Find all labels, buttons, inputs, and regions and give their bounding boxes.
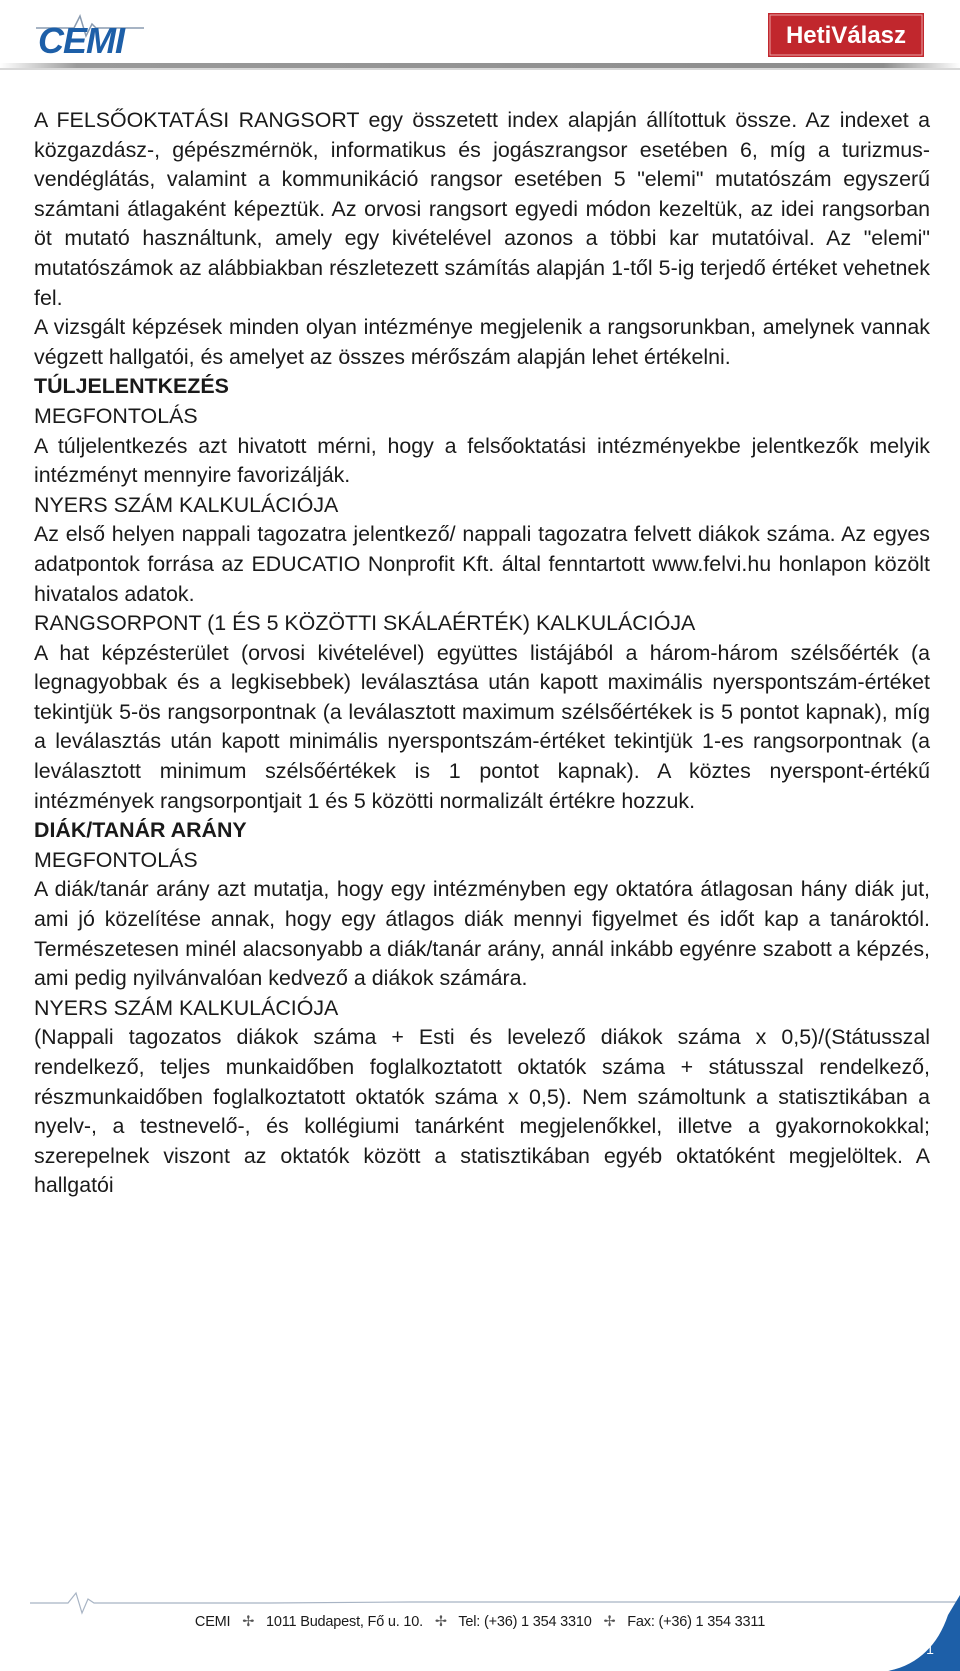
section-title-overapplication: TÚLJELENTKEZÉS (34, 374, 229, 399)
page-number: 1 (926, 1641, 934, 1657)
page-footer (0, 1585, 960, 1671)
cemi-logo (34, 6, 146, 58)
page-corner-wave (878, 1595, 960, 1671)
subheading-consideration-2: MEGFONTOLÁS (34, 847, 198, 872)
raw-calculation-text: Az első helyen nappali tagozatra jelentkező/ nappali tagozatra felvett diákok száma. Az egyes adatpontok forrása az EDUCATIO Nonprofit Kft. által fenntartott www.felvi.hu honlapon közölt hivatalos adatok. (34, 522, 930, 606)
footer-contact (0, 1614, 960, 1630)
footer-separator-icon: ✢ (603, 1614, 616, 1630)
rank-calculation-text: A hat képzésterület (orvosi kivételével) együttes listájából a három-három szélsőérték (a legnagyobbak és a legkisebbek) leválasztása után kapott maximális nyerspontszám-értéket tekintjük 5-ös rangsorpontnak (a leválasztott maximum szélsőértékek is 5 pontot kapnak), míg a leválasztás után kapott minimális nyerspontszám-értéket tekintjük 1-es rangsorpontnak (a leválasztott minimum szélsőértékek is 1 pontot kapnak). A köztes nyerspont-értékű intézmények rangsorpontjait 1 és 5 közötti normalizált értékre hozzuk. (34, 640, 930, 813)
consideration-text-2: A diák/tanár arány azt mutatja, hogy egy intézményben egy oktatóra átlagosan hány diák jut, ami jó közelítése annak, hogy egy átlagos diák mennyi figyelmet és időt kap a tanároktól. Természetesen minél alacsonyabb a diák/tanár arány, annál inkább egyénre szabott a képzés, ami pedig nyilvánvalóan kedvező a diákok számára. (34, 877, 930, 991)
consideration-text: A túljelentkezés azt hivatott mérni, hogy a felsőoktatási intézményekbe jelentkezők melyik intézményt mennyire favorizálják. (34, 433, 930, 488)
footer-address: 1011 Budapest, Fő u. 10. (266, 1614, 423, 1630)
document-body (34, 106, 930, 1201)
header-divider (0, 60, 960, 72)
cemi-logo-text: CEMI (38, 20, 124, 58)
hetivalasz-logo (768, 13, 924, 57)
subheading-raw-calculation: NYERS SZÁM KALKULÁCIÓJA (34, 492, 339, 517)
footer-org: CEMI (194, 1614, 231, 1630)
intro-paragraph-2: A vizsgált képzések minden olyan intézménye megjelenik a rangsorunkban, amelynek vannak végzett hallgatói, és amelyet az összes mérőszám alapján lehet értékelni. (34, 315, 930, 369)
intro-paragraph-1: A FELSŐOKTATÁSI RANGSORT egy összetett index alapján állítottuk össze. Az indexet a közgazdász-, gépészmérnök, informatikus és jogászrangsor esetében 6, míg a turizmus-vendéglátás, valamint a kommunikáció rangsor esetében 5 "elemi" mutatószám egyszerű számtani átlagaként képeztük. Az orvosi rangsort egyedi módon kezeltük, az idei rangsorban öt mutató használtunk, amely egy kivételével azonos a többi kar mutatóival. Az "elemi" mutatószámok az alábbiakban részletezett számítás alapján 1-től 5-ig terjedő értéket vehetnek fel. (34, 108, 930, 310)
footer-fax: Fax: (+36) 1 354 3311 (627, 1614, 766, 1630)
page-header (0, 0, 960, 70)
footer-separator-icon: ✢ (434, 1614, 447, 1630)
subheading-consideration: MEGFONTOLÁS (34, 403, 198, 428)
raw-calculation-text-2: (Nappali tagozatos diákok száma + Esti és levelező diákok száma x 0,5)/(Státusszal rendelkező, teljes munkaidőben foglalkoztatott oktatók száma + státusszal rendelkező, részmunkaidőben foglalkoztatott oktatók száma x 0,5). Nem számoltunk a statisztikában a nyelv-, a testnevelő-, és kollégiumi tanárként megjelenőkkel, illetve a gyakornokokkal; szerepelnek viszont az oktatók között a statisztikában egyéb oktatóként megjelöltek. A hallgatói (34, 1025, 930, 1198)
subheading-raw-calculation-2: NYERS SZÁM KALKULÁCIÓJA (34, 995, 339, 1020)
footer-separator-icon: ✢ (242, 1614, 255, 1630)
hetivalasz-logo-text: HetiVálasz (785, 22, 907, 49)
footer-tel: Tel: (+36) 1 354 3310 (458, 1614, 592, 1630)
subheading-rank-calculation: RANGSORPONT (1 ÉS 5 KÖZÖTTI SKÁLAÉRTÉK) KALKULÁCIÓJA (34, 611, 696, 636)
section-title-student-teacher-ratio: DIÁK/TANÁR ARÁNY (34, 818, 247, 843)
